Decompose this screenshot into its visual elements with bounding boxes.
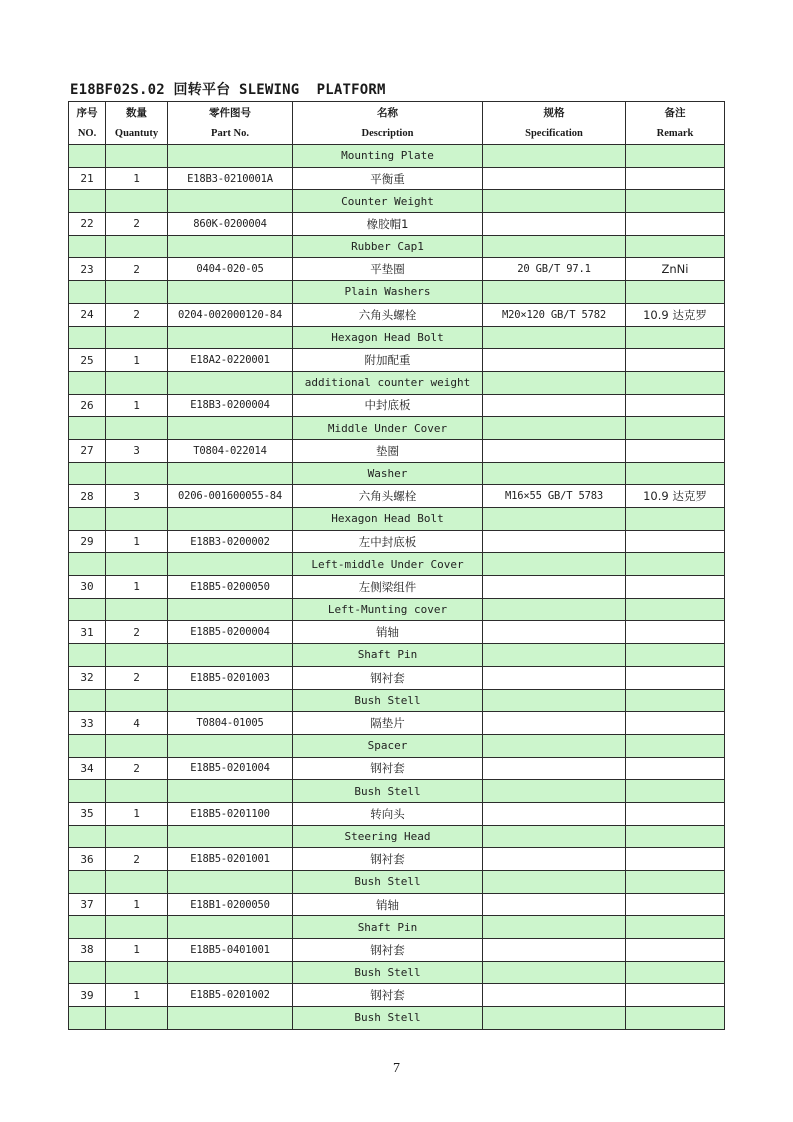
no-cell — [69, 780, 106, 803]
no-cell: 31 — [69, 621, 106, 644]
qty-cell — [106, 462, 168, 485]
no-cell — [69, 235, 106, 258]
remark-cell — [626, 349, 725, 372]
qty-cell: 3 — [106, 439, 168, 462]
qty-cell — [106, 281, 168, 304]
no-cell: 27 — [69, 439, 106, 462]
spec-cell — [483, 848, 626, 871]
qty-cell: 2 — [106, 303, 168, 326]
description-en-cell: Mounting Plate — [293, 145, 483, 168]
remark-cell — [626, 326, 725, 349]
table-row — [69, 439, 725, 462]
spec-cell — [483, 553, 626, 576]
description-en-cell: additional counter weight — [293, 371, 483, 394]
table-row — [69, 485, 725, 508]
spec-cell — [483, 780, 626, 803]
spec-cell — [483, 712, 626, 735]
remark-cell — [626, 530, 725, 553]
header-no-cn: 序号 — [69, 102, 106, 124]
description-row — [69, 281, 725, 304]
table-row — [69, 530, 725, 553]
header-no-en: NO. — [69, 123, 106, 145]
spec-cell — [483, 916, 626, 939]
description-en-cell: Bush Stell — [293, 961, 483, 984]
spec-cell — [483, 281, 626, 304]
table-row — [69, 666, 725, 689]
qty-cell: 1 — [106, 576, 168, 599]
no-cell: 30 — [69, 576, 106, 599]
qty-cell: 1 — [106, 349, 168, 372]
no-cell — [69, 961, 106, 984]
no-cell — [69, 916, 106, 939]
description-row — [69, 961, 725, 984]
remark-cell — [626, 825, 725, 848]
part-no-cell: E18B5-0401001 — [168, 939, 293, 962]
part-no-cell: 0404-020-05 — [168, 258, 293, 281]
remark-cell — [626, 666, 725, 689]
description-row — [69, 689, 725, 712]
part-no-cell: E18B3-0200002 — [168, 530, 293, 553]
part-no-cell: E18B3-0210001A — [168, 167, 293, 190]
no-cell: 26 — [69, 394, 106, 417]
no-cell — [69, 326, 106, 349]
spec-cell — [483, 802, 626, 825]
remark-cell — [626, 439, 725, 462]
part-no-cell: T0804-01005 — [168, 712, 293, 735]
description-en-cell: Rubber Cap1 — [293, 235, 483, 258]
table-row — [69, 349, 725, 372]
table-row — [69, 848, 725, 871]
header-part-no-cn: 零件图号 — [168, 102, 293, 124]
description-en-cell: Steering Head — [293, 825, 483, 848]
remark-cell — [626, 848, 725, 871]
qty-cell: 2 — [106, 621, 168, 644]
spec-cell — [483, 439, 626, 462]
description-en-cell: Shaft Pin — [293, 644, 483, 667]
name-cn-cell: 销轴 — [293, 621, 483, 644]
no-cell — [69, 508, 106, 531]
qty-cell: 3 — [106, 485, 168, 508]
header-qty-en: Quantuty — [106, 123, 168, 145]
no-cell — [69, 145, 106, 168]
remark-cell — [626, 734, 725, 757]
spec-cell — [483, 462, 626, 485]
qty-cell — [106, 326, 168, 349]
no-cell — [69, 871, 106, 894]
no-cell: 38 — [69, 939, 106, 962]
spec-cell — [483, 167, 626, 190]
table-row — [69, 303, 725, 326]
remark-cell — [626, 757, 725, 780]
part-no-cell: E18B3-0200004 — [168, 394, 293, 417]
qty-cell: 1 — [106, 530, 168, 553]
remark-cell — [626, 167, 725, 190]
no-cell: 34 — [69, 757, 106, 780]
description-row — [69, 825, 725, 848]
part-no-cell: E18B5-0201001 — [168, 848, 293, 871]
parts-table — [68, 101, 725, 1030]
table-row — [69, 576, 725, 599]
description-en-cell: Hexagon Head Bolt — [293, 326, 483, 349]
description-en-cell: Bush Stell — [293, 871, 483, 894]
spec-cell — [483, 825, 626, 848]
remark-cell: ZnNi — [626, 258, 725, 281]
description-en-cell: Bush Stell — [293, 780, 483, 803]
part-no-cell — [168, 462, 293, 485]
header-spec-cn: 规格 — [483, 102, 626, 124]
qty-cell — [106, 508, 168, 531]
remark-cell — [626, 281, 725, 304]
part-no-cell — [168, 825, 293, 848]
remark-cell — [626, 1007, 725, 1030]
qty-cell — [106, 916, 168, 939]
spec-cell — [483, 984, 626, 1007]
header-part-no-en: Part No. — [168, 123, 293, 145]
remark-cell — [626, 462, 725, 485]
table-row — [69, 213, 725, 236]
qty-cell: 2 — [106, 666, 168, 689]
part-no-cell: E18B5-0201100 — [168, 802, 293, 825]
part-no-cell — [168, 190, 293, 213]
description-row — [69, 780, 725, 803]
part-no-cell — [168, 508, 293, 531]
remark-cell: 10.9 达克罗 — [626, 303, 725, 326]
description-en-cell: Plain Washers — [293, 281, 483, 304]
description-en-cell: Spacer — [293, 734, 483, 757]
description-en-cell: Left-Munting cover — [293, 598, 483, 621]
remark-cell — [626, 576, 725, 599]
no-cell: 28 — [69, 485, 106, 508]
remark-cell — [626, 371, 725, 394]
spec-cell: M16×55 GB/T 5783 — [483, 485, 626, 508]
qty-cell — [106, 190, 168, 213]
remark-cell — [626, 394, 725, 417]
qty-cell — [106, 417, 168, 440]
no-cell — [69, 1007, 106, 1030]
qty-cell: 1 — [106, 394, 168, 417]
description-en-cell: Middle Under Cover — [293, 417, 483, 440]
header-remark-en: Remark — [626, 123, 725, 145]
part-no-cell — [168, 417, 293, 440]
spec-cell — [483, 939, 626, 962]
name-cn-cell: 附加配重 — [293, 349, 483, 372]
no-cell: 35 — [69, 802, 106, 825]
name-cn-cell: 中封底板 — [293, 394, 483, 417]
description-en-cell: Bush Stell — [293, 1007, 483, 1030]
part-no-cell: E18B5-0201004 — [168, 757, 293, 780]
qty-cell — [106, 145, 168, 168]
qty-cell — [106, 235, 168, 258]
qty-cell: 1 — [106, 984, 168, 1007]
qty-cell — [106, 644, 168, 667]
part-no-cell — [168, 598, 293, 621]
spec-cell — [483, 576, 626, 599]
spec-cell: 20 GB/T 97.1 — [483, 258, 626, 281]
part-no-cell: T0804-022014 — [168, 439, 293, 462]
table-body — [69, 145, 725, 1030]
part-no-cell — [168, 916, 293, 939]
remark-cell — [626, 712, 725, 735]
qty-cell — [106, 780, 168, 803]
no-cell — [69, 462, 106, 485]
no-cell — [69, 371, 106, 394]
no-cell — [69, 598, 106, 621]
remark-cell — [626, 553, 725, 576]
qty-cell: 2 — [106, 757, 168, 780]
part-no-cell — [168, 1007, 293, 1030]
spec-cell — [483, 1007, 626, 1030]
description-row — [69, 417, 725, 440]
header-qty-cn: 数量 — [106, 102, 168, 124]
table-row — [69, 167, 725, 190]
part-no-cell — [168, 644, 293, 667]
remark-cell — [626, 984, 725, 1007]
spec-cell — [483, 326, 626, 349]
qty-cell: 1 — [106, 167, 168, 190]
name-cn-cell: 垫圈 — [293, 439, 483, 462]
remark-cell — [626, 871, 725, 894]
name-cn-cell: 左侧梁组件 — [293, 576, 483, 599]
description-row — [69, 553, 725, 576]
description-en-cell: Counter Weight — [293, 190, 483, 213]
description-row — [69, 190, 725, 213]
table-row — [69, 258, 725, 281]
part-no-cell — [168, 780, 293, 803]
name-cn-cell: 平衡重 — [293, 167, 483, 190]
description-row — [69, 1007, 725, 1030]
description-row — [69, 644, 725, 667]
qty-cell — [106, 825, 168, 848]
table-row — [69, 394, 725, 417]
name-cn-cell: 钢衬套 — [293, 666, 483, 689]
part-no-cell: E18B5-0201002 — [168, 984, 293, 1007]
spec-cell — [483, 734, 626, 757]
description-row — [69, 734, 725, 757]
page-number: 7 — [393, 1061, 400, 1076]
spec-cell — [483, 689, 626, 712]
description-row — [69, 916, 725, 939]
part-no-cell — [168, 871, 293, 894]
part-no-cell — [168, 734, 293, 757]
header-spec-en: Specification — [483, 123, 626, 145]
header-description-en: Description — [293, 123, 483, 145]
table-row — [69, 939, 725, 962]
name-cn-cell: 钢衬套 — [293, 848, 483, 871]
no-cell — [69, 553, 106, 576]
spec-cell — [483, 666, 626, 689]
qty-cell: 2 — [106, 213, 168, 236]
spec-cell: M20×120 GB/T 5782 — [483, 303, 626, 326]
qty-cell — [106, 961, 168, 984]
spec-cell — [483, 621, 626, 644]
no-cell — [69, 281, 106, 304]
name-cn-cell: 六角头螺栓 — [293, 303, 483, 326]
description-row — [69, 462, 725, 485]
remark-cell — [626, 508, 725, 531]
name-cn-cell: 平垫圈 — [293, 258, 483, 281]
qty-cell: 2 — [106, 848, 168, 871]
no-cell: 22 — [69, 213, 106, 236]
remark-cell — [626, 598, 725, 621]
remark-cell — [626, 939, 725, 962]
description-en-cell: Shaft Pin — [293, 916, 483, 939]
no-cell — [69, 644, 106, 667]
name-cn-cell: 钢衬套 — [293, 757, 483, 780]
name-cn-cell: 隔垫片 — [293, 712, 483, 735]
name-cn-cell: 钢衬套 — [293, 939, 483, 962]
no-cell — [69, 734, 106, 757]
no-cell: 36 — [69, 848, 106, 871]
remark-cell — [626, 213, 725, 236]
spec-cell — [483, 417, 626, 440]
remark-cell — [626, 916, 725, 939]
description-row — [69, 508, 725, 531]
description-en-cell: Left-middle Under Cover — [293, 553, 483, 576]
no-cell: 23 — [69, 258, 106, 281]
spec-cell — [483, 644, 626, 667]
table-row — [69, 712, 725, 735]
remark-cell — [626, 190, 725, 213]
part-no-cell: E18B5-0200004 — [168, 621, 293, 644]
spec-cell — [483, 349, 626, 372]
no-cell — [69, 689, 106, 712]
spec-cell — [483, 530, 626, 553]
name-cn-cell: 六角头螺栓 — [293, 485, 483, 508]
no-cell: 24 — [69, 303, 106, 326]
spec-cell — [483, 145, 626, 168]
part-no-cell: E18B5-0200050 — [168, 576, 293, 599]
qty-cell — [106, 871, 168, 894]
qty-cell — [106, 598, 168, 621]
part-no-cell: 0206-001600055-84 — [168, 485, 293, 508]
part-no-cell — [168, 145, 293, 168]
part-no-cell: 0204-002000120-84 — [168, 303, 293, 326]
header-description-cn: 名称 — [293, 102, 483, 124]
remark-cell — [626, 780, 725, 803]
spec-cell — [483, 371, 626, 394]
description-row — [69, 871, 725, 894]
spec-cell — [483, 893, 626, 916]
remark-cell — [626, 417, 725, 440]
no-cell: 21 — [69, 167, 106, 190]
part-no-cell — [168, 553, 293, 576]
part-no-cell: 860K-0200004 — [168, 213, 293, 236]
no-cell — [69, 190, 106, 213]
qty-cell: 2 — [106, 258, 168, 281]
no-cell: 37 — [69, 893, 106, 916]
remark-cell — [626, 961, 725, 984]
description-en-cell: Hexagon Head Bolt — [293, 508, 483, 531]
name-cn-cell: 橡胶帽1 — [293, 213, 483, 236]
header-row-cn — [69, 102, 725, 124]
description-en-cell: Bush Stell — [293, 689, 483, 712]
header-remark-cn: 备注 — [626, 102, 725, 124]
remark-cell: 10.9 达克罗 — [626, 485, 725, 508]
no-cell: 39 — [69, 984, 106, 1007]
qty-cell — [106, 1007, 168, 1030]
remark-cell — [626, 893, 725, 916]
table-row — [69, 621, 725, 644]
spec-cell — [483, 213, 626, 236]
description-row — [69, 598, 725, 621]
name-cn-cell: 转向头 — [293, 802, 483, 825]
part-no-cell: E18B5-0201003 — [168, 666, 293, 689]
qty-cell — [106, 371, 168, 394]
no-cell — [69, 825, 106, 848]
table-row — [69, 757, 725, 780]
document-title: E18BF02S.02 回转平台 SLEWING PLATFORM — [70, 82, 386, 98]
no-cell: 25 — [69, 349, 106, 372]
qty-cell: 1 — [106, 939, 168, 962]
part-no-cell — [168, 371, 293, 394]
qty-cell — [106, 689, 168, 712]
part-no-cell: E18B1-0200050 — [168, 893, 293, 916]
qty-cell: 4 — [106, 712, 168, 735]
remark-cell — [626, 644, 725, 667]
part-no-cell — [168, 326, 293, 349]
no-cell — [69, 417, 106, 440]
remark-cell — [626, 235, 725, 258]
part-no-cell — [168, 961, 293, 984]
part-no-cell — [168, 689, 293, 712]
part-no-cell — [168, 235, 293, 258]
remark-cell — [626, 802, 725, 825]
name-cn-cell: 钢衬套 — [293, 984, 483, 1007]
description-row — [69, 145, 725, 168]
description-row — [69, 371, 725, 394]
spec-cell — [483, 394, 626, 417]
spec-cell — [483, 757, 626, 780]
part-no-cell — [168, 281, 293, 304]
no-cell: 29 — [69, 530, 106, 553]
description-row — [69, 326, 725, 349]
table-row — [69, 893, 725, 916]
spec-cell — [483, 961, 626, 984]
description-en-cell: Washer — [293, 462, 483, 485]
spec-cell — [483, 235, 626, 258]
no-cell: 32 — [69, 666, 106, 689]
name-cn-cell: 左中封底板 — [293, 530, 483, 553]
table-row — [69, 984, 725, 1007]
remark-cell — [626, 145, 725, 168]
qty-cell — [106, 553, 168, 576]
no-cell: 33 — [69, 712, 106, 735]
part-no-cell: E18A2-0220001 — [168, 349, 293, 372]
spec-cell — [483, 598, 626, 621]
qty-cell: 1 — [106, 802, 168, 825]
name-cn-cell: 销轴 — [293, 893, 483, 916]
header-row-en — [69, 123, 725, 145]
table-row — [69, 802, 725, 825]
description-row — [69, 235, 725, 258]
remark-cell — [626, 689, 725, 712]
spec-cell — [483, 508, 626, 531]
qty-cell — [106, 734, 168, 757]
qty-cell: 1 — [106, 893, 168, 916]
spec-cell — [483, 871, 626, 894]
spec-cell — [483, 190, 626, 213]
remark-cell — [626, 621, 725, 644]
